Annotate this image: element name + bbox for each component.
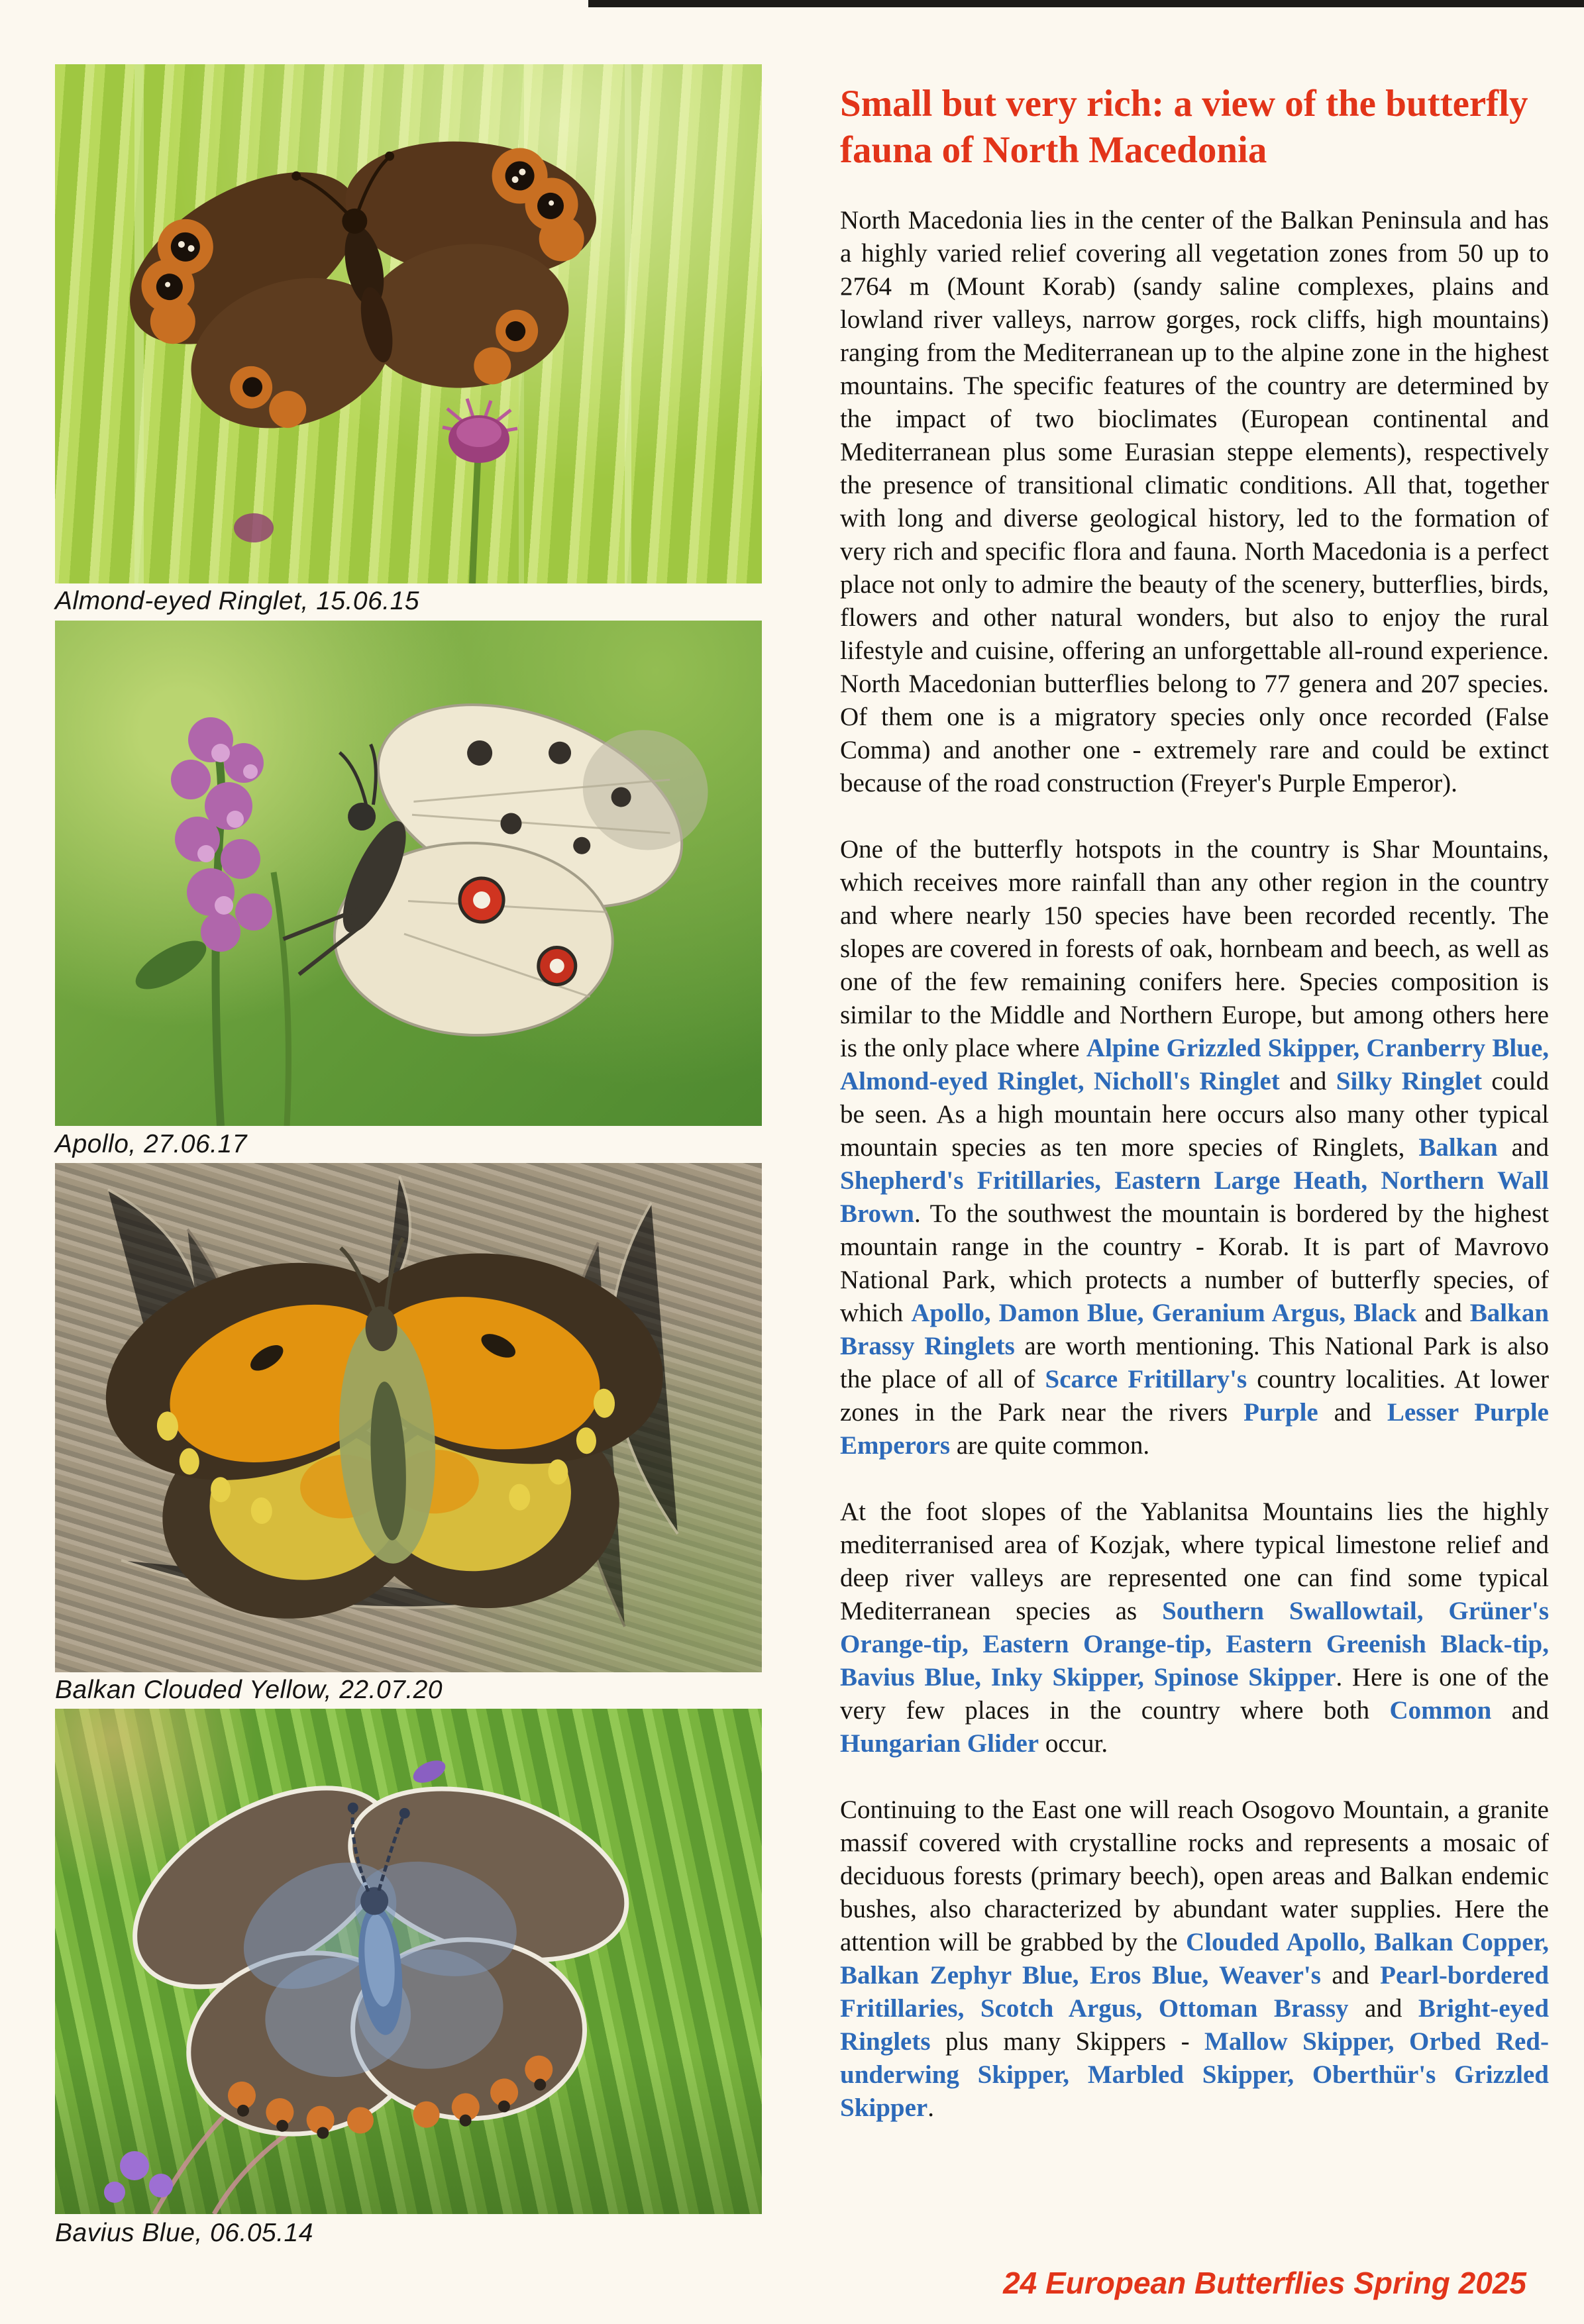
- article-title-line1: Small but very rich: a view of the butterfly: [840, 83, 1528, 125]
- article-title-line2: fauna of North Macedonia: [840, 129, 1267, 171]
- species-highlight: Apollo, Damon Blue, Geranium Argus, Black: [911, 1299, 1417, 1327]
- species-highlight: Common: [1389, 1696, 1492, 1725]
- figure-caption: Balkan Clouded Yellow, 22.07.20: [55, 1676, 443, 1704]
- body-text: country localities. At lower zones in the Park near the rivers: [840, 1365, 1549, 1427]
- figure-caption: Apollo, 27.06.17: [55, 1130, 247, 1158]
- species-highlight: Balkan Brassy Ringlets: [840, 1299, 1550, 1360]
- species-highlight: Mallow Skipper, Orbed Red-underwing Skipper, Marbled Skipper, Oberthür's Grizzled Skipper: [840, 2027, 1549, 2122]
- article-paragraph: [840, 1495, 1549, 1760]
- article-body: [840, 204, 1549, 2125]
- body-text: and: [1318, 1398, 1387, 1427]
- apollo-butterfly: [273, 654, 732, 1074]
- article-paragraph: [840, 833, 1549, 1462]
- bavius-blue-illustration: [55, 1709, 762, 2214]
- body-text: .: [927, 2094, 934, 2122]
- species-highlight: Scarce Fritillary's: [1045, 1365, 1247, 1393]
- article-title: [840, 81, 1549, 174]
- body-text: and: [1279, 1067, 1336, 1095]
- figure-caption: Bavius Blue, 06.05.14: [55, 2219, 313, 2247]
- body-text: One of the butterfly hotspots in the country is Shar Mountains, which receives more rainfall than any other region in the country and where nearly 150 species have been recorded recently. The slopes are covered in forests of oak, hornbeam and beech, as well as one of the few remaining conifers here. Species composition is similar to the Middle and Northern Europe, but among others here is the only place where: [840, 835, 1549, 1062]
- body-text: and: [1416, 1299, 1470, 1327]
- clouded-yellow-illustration: [55, 1163, 762, 1672]
- body-text: are quite common.: [950, 1431, 1150, 1460]
- body-text: and: [1320, 1961, 1381, 1990]
- article-paragraph: [840, 204, 1549, 800]
- body-text: could be seen. As a high mountain here occurs also many other typical mountain species as ten more species of Ringlets,: [840, 1067, 1549, 1162]
- body-text: occur.: [1039, 1729, 1108, 1758]
- body-text: . Here is one of the very few places in the country where both: [840, 1663, 1549, 1725]
- body-text: and: [1491, 1696, 1549, 1725]
- body-text: At the foot slopes of the Yablanitsa Mountains lies the highly mediterranised area of Kozjak, where typical limestone relief and deep river valleys are represented one can find some typical Mediterranean species as: [840, 1497, 1549, 1625]
- apollo-butterfly-illustration: [55, 621, 762, 1126]
- bavius-blue-photo: [55, 1709, 762, 2214]
- body-text: plus many Skippers -: [930, 2027, 1205, 2056]
- species-highlight: Lesser Purple Emperors: [840, 1398, 1549, 1460]
- almond-eyed-ringlet-photo: [55, 64, 762, 583]
- body-text: and: [1348, 1994, 1418, 2023]
- oregano-flowers: [129, 717, 288, 1126]
- ringlet-butterfly-illustration: [55, 64, 762, 583]
- body-text: are worth mentioning. This National Park is also the place of all of: [840, 1332, 1549, 1393]
- body-text: . To the southwest the mountain is bordered by the highest mountain range in the country - Korab. It is part of Mavrovo National Park, which protects a number of butterfly species, of which: [840, 1199, 1549, 1327]
- figure-caption: Almond-eyed Ringlet, 15.06.15: [55, 587, 420, 615]
- species-highlight: Bright-eyed Ringlets: [840, 1994, 1550, 2056]
- article-column: [840, 81, 1549, 2125]
- species-highlight: Pearl-bordered Fritillaries, Scotch Argus, Ottoman Brassy: [840, 1961, 1550, 2023]
- balkan-clouded-yellow-photo: [55, 1163, 762, 1672]
- body-text: and: [1497, 1133, 1549, 1162]
- body-text: Continuing to the East one will reach Osogovo Mountain, a granite massif covered with crystalline rocks and represents a mosaic of deciduous forests (primary beech), open areas and Balkan endemic bushes, also characterized by abundant water supplies. Here the attention will be grabbed by the: [840, 1795, 1549, 1956]
- species-highlight: Southern Swallowtail, Grüner's Orange-tip, Eastern Orange-tip, Eastern Greenish Black-tip, Bavius Blue, Inky Skipper, Spinose Skipper: [840, 1597, 1550, 1692]
- species-highlight: Clouded Apollo, Balkan Copper, Balkan Zephyr Blue, Eros Blue, Weaver's: [840, 1928, 1549, 1990]
- species-highlight: Balkan: [1418, 1133, 1498, 1162]
- ringlet-butterfly: [85, 80, 647, 468]
- species-highlight: Shepherd's Fritillaries, Eastern Large Heath, Northern Wall Brown: [840, 1166, 1549, 1228]
- purple-flowers: [104, 2151, 173, 2203]
- bavius-blue-butterfly: [90, 1721, 671, 2160]
- species-highlight: Silky Ringlet: [1336, 1067, 1482, 1095]
- article-paragraph: [840, 1794, 1549, 2125]
- species-highlight: Purple: [1243, 1398, 1318, 1427]
- species-highlight: Hungarian Glider: [840, 1729, 1039, 1758]
- scan-edge-artifact: [588, 0, 1584, 7]
- body-text: North Macedonia lies in the center of the Balkan Peninsula and has a highly varied relief covering all vegetation zones from 50 up to 2764 m (Mount Korab) (sandy saline complexes, plains and lowland river valleys, narrow gorges, rock cliffs, high mountains) ranging from the Mediterranean up to the alpine zone in the highest mountains. The specific features of the country are determined by the impact of two bioclimates (European continental and Mediterranean plus some Eurasian steppe elements), respectively the presence of transitional climatic conditions. All that, together with long and diverse geological history, led to the formation of very rich and specific flora and fauna. North Macedonia is a perfect place not only to admire the beauty of the scenery, butterflies, birds, flowers and other natural wonders, but also to enjoy the rural lifestyle and cuisine, offering an unforgettable all-round experience. North Macedonian butterflies belong to 77 genera and 207 species. Of them one is a migratory species only once recorded (False Comma) and another one - extremely rare and could be extinct because of the road construction (Freyer's Purple Emperor).: [840, 206, 1549, 797]
- apollo-photo: [55, 621, 762, 1126]
- species-highlight: Alpine Grizzled Skipper, Cranberry Blue, Almond-eyed Ringlet, Nicholl's Ringlet: [840, 1034, 1550, 1095]
- page-footer: 24 European Butterflies Spring 2025: [1003, 2266, 1526, 2300]
